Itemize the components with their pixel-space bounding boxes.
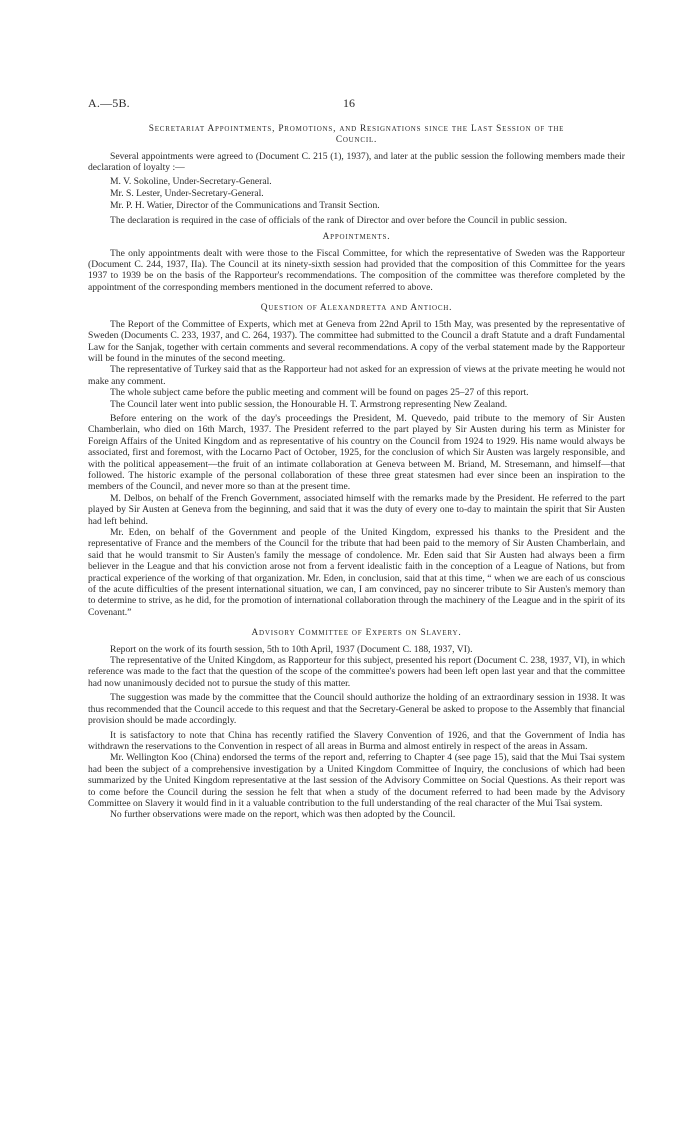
section-title-secretariat xyxy=(88,124,625,147)
paragraph: The representative of Turkey said that as the Rapporteur had not asked for an expression of views at the private meeting he would not make any comment. xyxy=(88,364,625,387)
paragraph: The representative of the United Kingdom, as Rapporteur for this subject, presented his report (Document C. 238, 1937, VI), in which reference was made to the fact that the question of the scope of the committee's powers had been left open last year and that the committee had now unanimously decided not to pursue the study of this matter. xyxy=(88,655,625,689)
list-item: Mr. P. H. Watier, Director of the Communications and Transit Section. xyxy=(110,200,380,212)
paragraph: The Council later went into public session, the Honourable H. T. Armstrong representing New Zealand. xyxy=(110,398,508,410)
paragraph: Before entering on the work of the day's proceedings the President, M. Quevedo, paid tribute to the memory of Sir Austen Chamberlain, who died on 16th March, 1937. The President referred to the part played by Sir Austen during his term as Minister for Foreign Affairs of the United Kingdom and as representative of his country on the Council from 1924 to 1929. His name would always be associated, first and foremost, with the Locarno Pact of October, 1925, for the conclusion of which Sir Austen was largely responsible, and with the political appeasement—the fruit of an intimate collaboration at Geneva between M. Briand, M. Stresemann, and himself—that followed. The historic example of the personal collaboration of these three great statesmen had ever since been an inspiration to the members of the Council, and never more so than at the present time. xyxy=(88,412,625,493)
paragraph: Mr. Wellington Koo (China) endorsed the terms of the report and, referring to Chapter 4 (see page 15), said that the Mui Tsai system had been the subject of a comprehensive investigation by a United Kingdom Committee of Inquiry, the conclusions of which had been summarized by the United Kingdom representative at the last session of the Advisory Committee on Social Questions. As their report was to come before the Council during the session he felt that when a study of the document referred to had been made by the Advisory Committee on Slavery it would find in it a valuable contribution to the full understanding of the real character of the Mui Tsai system. xyxy=(88,752,625,809)
page-header xyxy=(88,96,625,118)
section-title-line: Council. xyxy=(335,135,378,146)
paragraph: It is satisfactory to note that China has recently ratified the Slavery Convention of 1926, and that the Government of India has withdrawn the reservations to the Convention in respect of all areas in Burma and almost entirely in respect of the areas in Assam. xyxy=(88,729,625,752)
document-reference: A.—5B. xyxy=(88,96,130,110)
paragraph: The whole subject came before the public meeting and comment will be found on pages 25–27 of this report. xyxy=(110,387,529,399)
paragraph: The only appointments dealt with were those to the Fiscal Committee, for which the representative of Sweden was the Rapporteur (Document C. 244, 1937, IIa). The Council at its ninety-sixth session had provided that the composition of this Committee for the years 1937 to 1939 be on the basis of the Rapporteur's recommendations. The composition of the committee was therefore completed by the appointment of the corresponding members mentioned in the document referred to above. xyxy=(88,247,625,293)
declaration-names-list xyxy=(88,176,625,213)
section-title-appointments: Appointments. xyxy=(322,232,391,243)
page-content xyxy=(88,96,625,821)
page-number: 16 xyxy=(343,96,355,110)
paragraph: Mr. Eden, on behalf of the Government and people of the United Kingdom, expressed his thanks to the President and the representative of France and the members of the Council for the tribute that had been paid to the memory of Sir Austen Chamberlain, and said that he would transmit to Sir Austen's family the message of condolence. Mr. Eden said that Sir Austen had always been a firm believer in the League and that his conviction arose not from a fervent idealistic faith in the conception of a League of Nations, but from practical experience of the working of that organization. Mr. Eden, in conclusion, said that at this time, “ when we are each of us conscious of the acute difficulties of the present international situation, we can, I am convinced, pay no sincerer tribute to Sir Austen's memory than to determine to strive, as he did, for the promotion of international collaboration through the machinery of the League and in the spirit of its Covenant.” xyxy=(88,527,625,618)
paragraph: The suggestion was made by the committee that the Council should authorize the holding of an extraordinary session in 1938. It was thus recommended that the Council accede to this request and that the Secretary-General be asked to propose to the Assembly that financial provision should be made accordingly. xyxy=(88,692,625,727)
paragraph: The Report of the Committee of Experts, which met at Geneva from 22nd April to 15th May, was presented by the representative of Sweden (Documents C. 233, 1937, and C. 264, 1937). The committee had submitted to the Council a draft Statute and a draft Fundamental Law for the Sanjak, together with certain comments and several recommendations. A copy of the verbal statement made by the Rapporteur will be found in the minutes of the second meeting. xyxy=(88,318,625,364)
paragraph: Several appointments were agreed to (Document C. 215 (1), 1937), and later at the public session the following members made their declaration of loyalty :— xyxy=(88,150,625,174)
section-title-slavery: Advisory Committee of Experts on Slavery. xyxy=(251,628,462,639)
list-item: Mr. S. Lester, Under-Secretary-General. xyxy=(110,188,264,200)
paragraph: The declaration is required in the case of officials of the rank of Director and over before the Council in public session. xyxy=(110,214,567,226)
section-title-alexandretta: Question of Alexandretta and Antioch. xyxy=(260,303,453,314)
paragraph: Report on the work of its fourth session, 5th to 10th April, 1937 (Document C. 188, 1937, VI). xyxy=(110,643,473,655)
paragraph: M. Delbos, on behalf of the French Government, associated himself with the remarks made by the President. He referred to the part played by Sir Austen at Geneva from the beginning, and said that it was the duty of every one to-day to maintain the spirit that Sir Austen had left behind. xyxy=(88,492,625,527)
section-title-line: Secretariat Appointments, Promotions, and Resignations since the Last Session of the xyxy=(148,124,565,134)
paragraph: No further observations were made on the report, which was then adopted by the Council. xyxy=(110,809,456,821)
list-item: M. V. Sokoline, Under-Secretary-General. xyxy=(110,175,272,187)
